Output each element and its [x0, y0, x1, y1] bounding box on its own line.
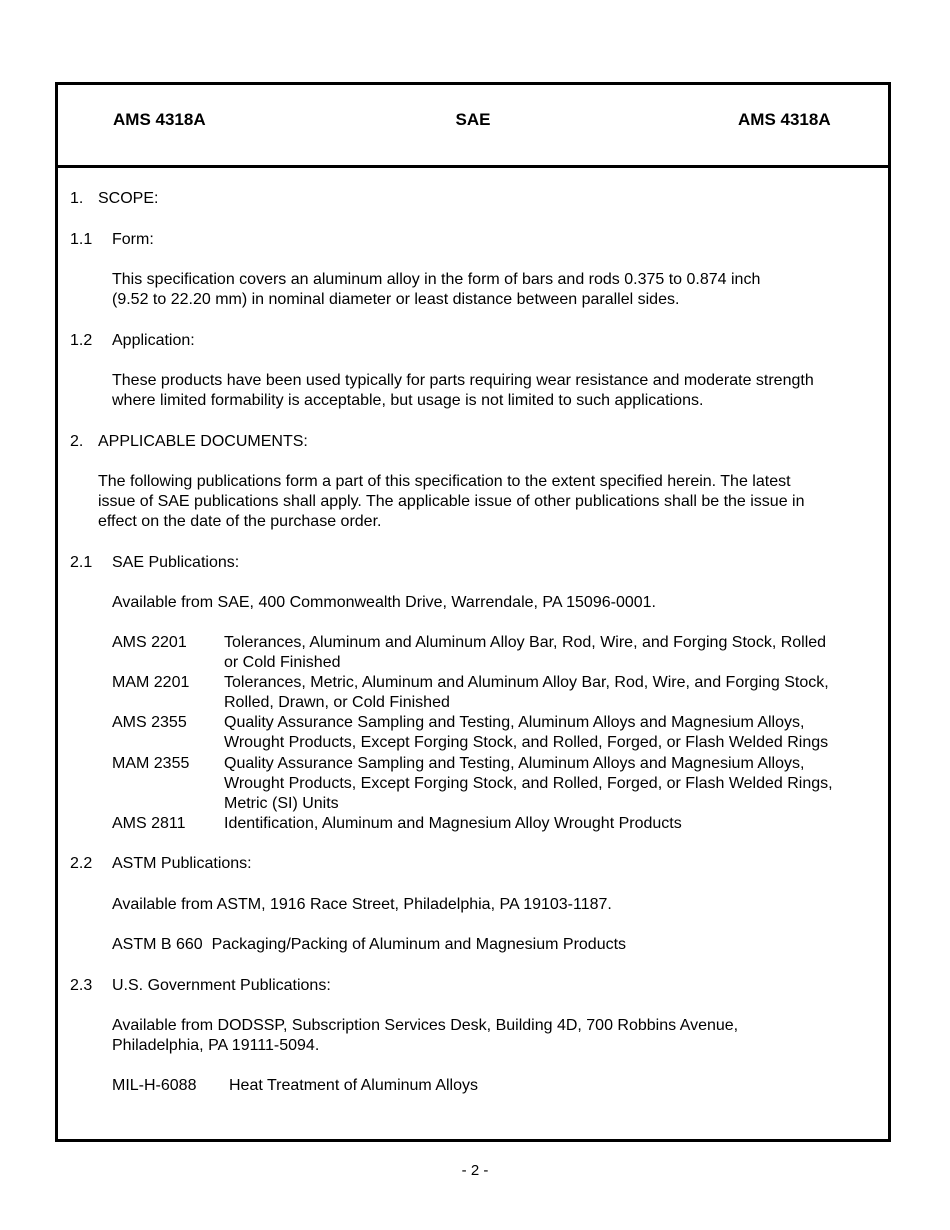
section-number: 2.: [70, 433, 84, 450]
reference-title-line: Wrought Products, Except Forging Stock, and Rolled, Forged, or Flash Welded Rings: [224, 734, 829, 751]
reference-code: AMS 2811: [112, 815, 186, 832]
reference-title-line: Quality Assurance Sampling and Testing, Aluminum Alloys and Magnesium Alloys,: [224, 755, 805, 772]
section-number: 1.: [70, 190, 84, 207]
header-spec-id-left: AMS 4318A: [113, 110, 206, 129]
reference-code: MAM 2355: [112, 755, 190, 772]
paragraph-line: issue of SAE publications shall apply. The applicable issue of other publications shall be the issue in: [98, 493, 805, 510]
reference-title-line: Heat Treatment of Aluminum Alloys: [229, 1077, 478, 1094]
paragraph-line: effect on the date of the purchase order.: [98, 513, 382, 530]
reference-title-line: Wrought Products, Except Forging Stock, and Rolled, Forged, or Flash Welded Rings,: [224, 775, 833, 792]
document-frame: [55, 82, 891, 1142]
reference-code: MIL-H-6088: [112, 1077, 197, 1094]
reference-title-line: Tolerances, Metric, Aluminum and Aluminum Alloy Bar, Rod, Wire, and Forging Stock,: [224, 674, 829, 691]
reference-code: MAM 2201: [112, 674, 190, 691]
section-number: 1.1: [70, 231, 93, 248]
section-title-applicable-documents: APPLICABLE DOCUMENTS:: [98, 433, 308, 450]
reference-title-line: Identification, Aluminum and Magnesium Alloy Wrought Products: [224, 815, 682, 832]
paragraph-line: These products have been used typically for parts requiring wear resistance and moderate strength: [112, 372, 814, 389]
availability-line: Philadelphia, PA 19111-5094.: [112, 1037, 320, 1054]
section-number: 2.1: [70, 554, 93, 571]
reference-title-line: Quality Assurance Sampling and Testing, Aluminum Alloys and Magnesium Alloys,: [224, 714, 805, 731]
reference-title-line: Rolled, Drawn, or Cold Finished: [224, 694, 450, 711]
section-title-form: Form:: [112, 231, 154, 248]
paragraph-line: (9.52 to 22.20 mm) in nominal diameter or least distance between parallel sides.: [112, 291, 680, 308]
availability-line: Available from ASTM, 1916 Race Street, Philadelphia, PA 19103-1187.: [112, 896, 612, 913]
reference-code: AMS 2201: [112, 634, 187, 651]
reference-title-line: or Cold Finished: [224, 654, 341, 671]
availability-line: Available from SAE, 400 Commonwealth Drive, Warrendale, PA 15096-0001.: [112, 594, 656, 611]
section-number: 2.2: [70, 855, 93, 872]
document-header: [58, 85, 888, 168]
section-number: 2.3: [70, 977, 93, 994]
reference-title-line: Tolerances, Aluminum and Aluminum Alloy Bar, Rod, Wire, and Forging Stock, Rolled: [224, 634, 827, 651]
header-org: SAE: [455, 110, 491, 129]
header-spec-id-right: AMS 4318A: [738, 110, 831, 129]
availability-line: Available from DODSSP, Subscription Services Desk, Building 4D, 700 Robbins Avenue,: [112, 1017, 739, 1034]
document-body: [58, 168, 888, 1139]
paragraph-line: where limited formability is acceptable, but usage is not limited to such applications.: [112, 392, 704, 409]
section-title-scope: SCOPE:: [98, 190, 159, 207]
section-title-application: Application:: [112, 332, 195, 349]
reference-title-line: Metric (SI) Units: [224, 795, 339, 812]
section-title-astm-publications: ASTM Publications:: [112, 855, 252, 872]
reference-code: AMS 2355: [112, 714, 187, 731]
section-number: 1.2: [70, 332, 93, 349]
paragraph-line: This specification covers an aluminum alloy in the form of bars and rods 0.375 to 0.874 inch: [112, 271, 761, 288]
section-title-government-publications: U.S. Government Publications:: [112, 977, 331, 994]
section-title-sae-publications: SAE Publications:: [112, 554, 240, 571]
page-number: - 2 -: [461, 1162, 489, 1179]
paragraph-line: The following publications form a part of this specification to the extent specified herein. The latest: [98, 473, 791, 490]
reference-entry: ASTM B 660 Packaging/Packing of Aluminum and Magnesium Products: [112, 936, 627, 953]
